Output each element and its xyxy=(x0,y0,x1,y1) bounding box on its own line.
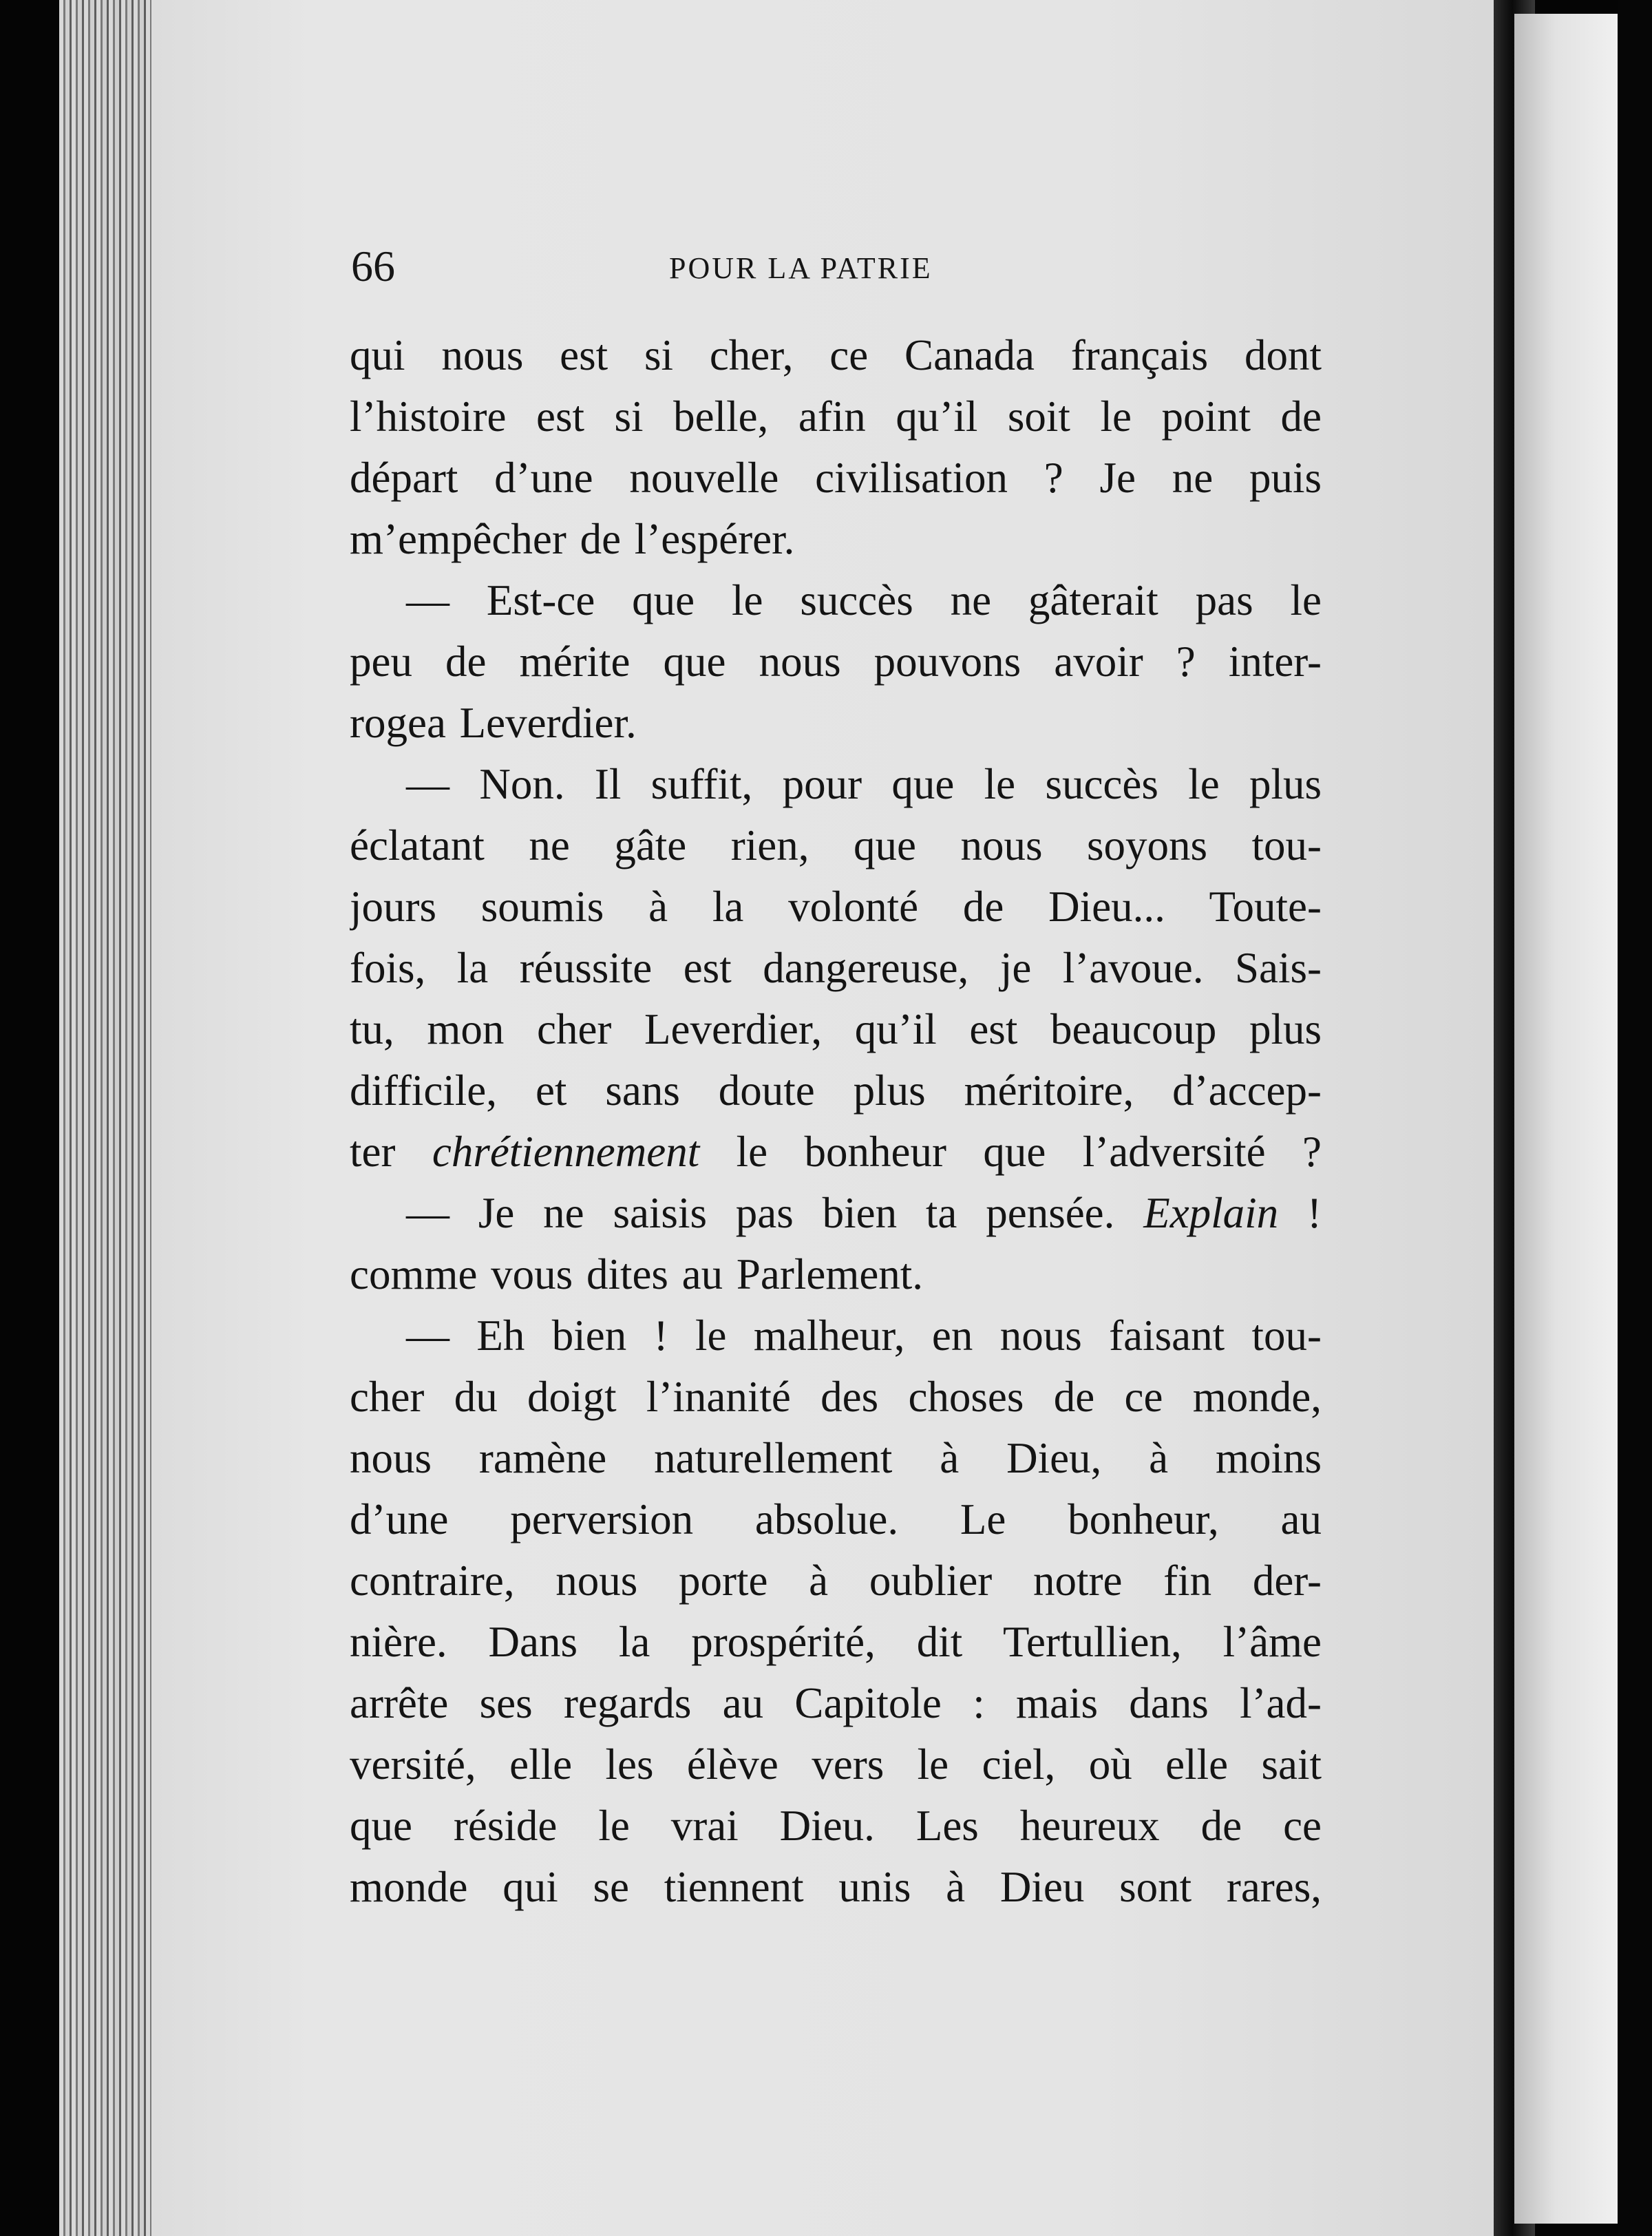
running-header xyxy=(351,235,1315,297)
body-text xyxy=(350,325,1322,1918)
text-line: ter chrétiennement le bonheur que l’adversité ? xyxy=(350,1128,1322,1176)
text-line: que réside le vrai Dieu. Les heureux de ce xyxy=(350,1802,1322,1850)
text-line: contraire, nous porte à oublier notre fin der- xyxy=(350,1557,1322,1605)
text-line: m’empêcher de l’espérer. xyxy=(350,515,795,563)
page-number: 66 xyxy=(351,242,395,291)
text-line: nière. Dans la prospérité, dit Tertullien, l’âme xyxy=(350,1618,1322,1666)
text-line: l’histoire est si belle, afin qu’il soit le point de xyxy=(350,392,1322,441)
text-line: peu de mérite que nous pouvons avoir ? inter- xyxy=(350,637,1322,686)
italic-word: chrétiennement xyxy=(432,1128,700,1176)
text-line: jours soumis à la volonté de Dieu... Toute- xyxy=(350,883,1322,931)
text-line: monde qui se tiennent unis à Dieu sont rares, xyxy=(350,1863,1322,1911)
text-line: départ d’une nouvelle civilisation ? Je ne puis xyxy=(350,454,1322,502)
scan-right-border xyxy=(1618,0,1652,2236)
facing-page-edge xyxy=(1514,14,1618,2224)
text-line: versité, elle les élève vers le ciel, où elle sait xyxy=(350,1740,1322,1789)
text-line: cher du doigt l’inanité des choses de ce monde, xyxy=(350,1373,1322,1421)
text-line: — Je ne saisis pas bien ta pensée. Explain ! xyxy=(406,1189,1322,1237)
text-line: comme vous dites au Parlement. xyxy=(350,1250,924,1298)
text-line: nous ramène naturellement à Dieu, à moins xyxy=(350,1434,1322,1482)
text-line: tu, mon cher Leverdier, qu’il est beaucoup plus xyxy=(350,1005,1322,1053)
text-line: — Est-ce que le succès ne gâterait pas le xyxy=(406,576,1322,624)
text-line: difficile, et sans doute plus méritoire, d’accep- xyxy=(350,1066,1322,1115)
text-line: fois, la réussite est dangereuse, je l’avoue. Sais- xyxy=(350,944,1322,992)
text-line: — Eh bien ! le malheur, en nous faisant tou- xyxy=(406,1311,1322,1360)
text-line: rogea Leverdier. xyxy=(350,699,637,747)
text-line: — Non. Il suffit, pour que le succès le plus xyxy=(406,760,1322,808)
text-line: arrête ses regards au Capitole : mais dans l’ad- xyxy=(350,1679,1322,1727)
text-line: éclatant ne gâte rien, que nous soyons tou- xyxy=(350,821,1322,869)
text-line: d’une perversion absolue. Le bonheur, au xyxy=(350,1495,1322,1543)
italic-word: Explain xyxy=(1143,1189,1279,1237)
page-edges-stack xyxy=(59,0,162,2236)
text-line: qui nous est si cher, ce Canada français dont xyxy=(350,331,1322,379)
running-title: POUR LA PATRIE xyxy=(669,251,933,285)
